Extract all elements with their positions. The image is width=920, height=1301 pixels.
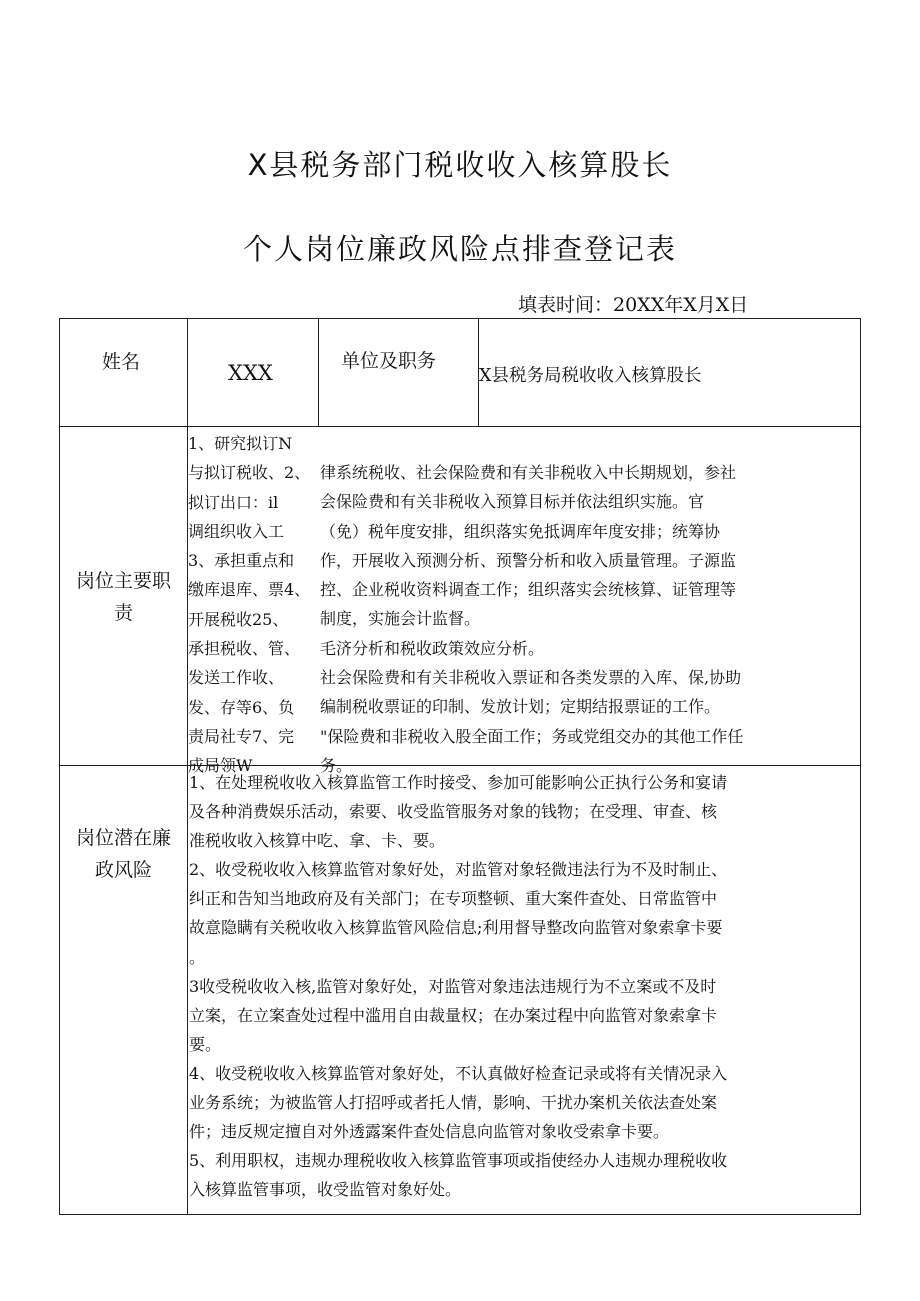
risk-line: 件；违反规定擅自对外透露案件查处信息向监管对象收受索拿卡要。 [189, 1122, 670, 1142]
row-divider-1 [59, 426, 861, 427]
duty-line: 编制税收票证的印制、发放计划；定期结报票证的工作。 [320, 697, 721, 717]
risk-line: 1、在处理税收收入核算监管工作时接受、参加可能影响公正执行公务和宴请 [189, 773, 728, 792]
duty-line: 调组织收入工 [188, 521, 285, 541]
duty-line: "保险费和非税收入股全面工作；务或党组交办的其他工作任 [320, 726, 744, 746]
duty-line: 1、研究拟订N [188, 434, 293, 453]
unit-label: 单位及职务 [341, 350, 437, 372]
duty-line: 会保险费和有关非税收入预算目标并依法组织实施。官 [320, 492, 705, 512]
risks-label-line: 岗位潜在廉 [75, 827, 171, 849]
col-divider-name-value [318, 318, 319, 426]
duty-line: 缴库退库、票4、 [188, 580, 311, 600]
duty-line: 作，开展收入预测分析、预警分析和收入质量管理。子源监 [320, 550, 737, 570]
risk-line: 。 [189, 947, 206, 967]
risks-text [189, 768, 859, 1204]
duty-line: 成局领W [188, 756, 253, 776]
duty-line: 毛济分析和税收政策效应分析。 [320, 638, 545, 658]
risks-label-line: 政风险 [94, 859, 152, 881]
duty-line: 务。 [320, 755, 353, 775]
unit-value: X县税务局税收收入核算股长 [479, 366, 702, 386]
duty-line: 律系统税收、社会保险费和有关非税收入中长期规划，参社 [320, 463, 737, 482]
duty-line: 开展税收25、 [188, 609, 289, 629]
duty-line: 社会保险费和有关非税收入票证和各类发票的入库、保,协助 [320, 668, 742, 688]
document-title-line1: X县税务部门税收收入核算股长 [247, 148, 673, 182]
risks-label [60, 822, 187, 886]
name-label: 姓名 [102, 351, 141, 373]
duty-line: 3、承担重点和 [188, 551, 295, 571]
duty-line: 拟订出口：il [188, 492, 279, 512]
risk-line: 业务系统；为被监管人打招呼或者托人情，影响、干扰办案机关依法查处案 [189, 1093, 718, 1113]
duties-label [60, 565, 187, 629]
risk-line: 纠正和告知当地政府及有关部门；在专项整顿、重大案件查处、日常监管中 [189, 889, 718, 909]
duty-line: 发送工作收、 [188, 668, 285, 688]
risk-line: 要。 [189, 1034, 222, 1054]
duties-left-column [188, 429, 320, 781]
duty-line: 制度，实施会计监督。 [320, 609, 481, 629]
duties-right-column [320, 458, 860, 780]
duty-line: 发、存等6、负 [188, 697, 295, 717]
duties-label-line: 岗位主要职 [75, 570, 171, 592]
risk-line: 故意隐瞒有关税收收入核算监管风险信息;利用督导整改向监管对象索拿卡要 [189, 918, 723, 938]
document-title-line2: 个人岗位廉政风险点排查登记表 [242, 232, 677, 266]
duty-line: 与拟订税收、2、 [188, 463, 311, 483]
fill-date: 填表时间：20XX年X月X日 [518, 294, 749, 316]
duty-line: 承担税收、管、 [188, 639, 301, 659]
risk-line: 4、收受税收收入核算监管对象好处，不认真做好检查记录或将有关情况录入 [189, 1063, 728, 1083]
duty-line: 责局社专7、完 [188, 726, 295, 746]
risk-line: 及各种消费娱乐活动，索要、收受监管服务对象的钱物；在受理、审查、核 [189, 802, 718, 822]
duty-line: （免）税年度安排，组织落实免抵调库年度安排；统筹协 [320, 521, 721, 541]
name-value: XXX [228, 361, 273, 385]
risk-line: 立案，在立案查处过程中滥用自由裁量权；在办案过程中向监管对象索拿卡 [189, 1005, 718, 1025]
risk-line: 5、利用职权，违规办理税收收入核算监管事项或指使经办人违规办理税收收 [189, 1151, 728, 1171]
duty-line: 控、企业税收资料调查工作；组织落实会统核算、证管理等 [320, 580, 737, 600]
risk-line: 2、收受税收收入核算监管对象好处，对监管对象轻微违法行为不及时制止、 [189, 860, 728, 880]
duties-label-line: 责 [113, 602, 133, 624]
risk-line: 3收受税收收入核,监管对象好处，对监管对象违法违规行为不立案或不及时 [189, 976, 717, 996]
risk-line: 入核算监管事项，收受监管对象好处。 [189, 1180, 462, 1200]
risk-line: 准税收收入核算中吃、拿、卡、要。 [189, 831, 446, 851]
